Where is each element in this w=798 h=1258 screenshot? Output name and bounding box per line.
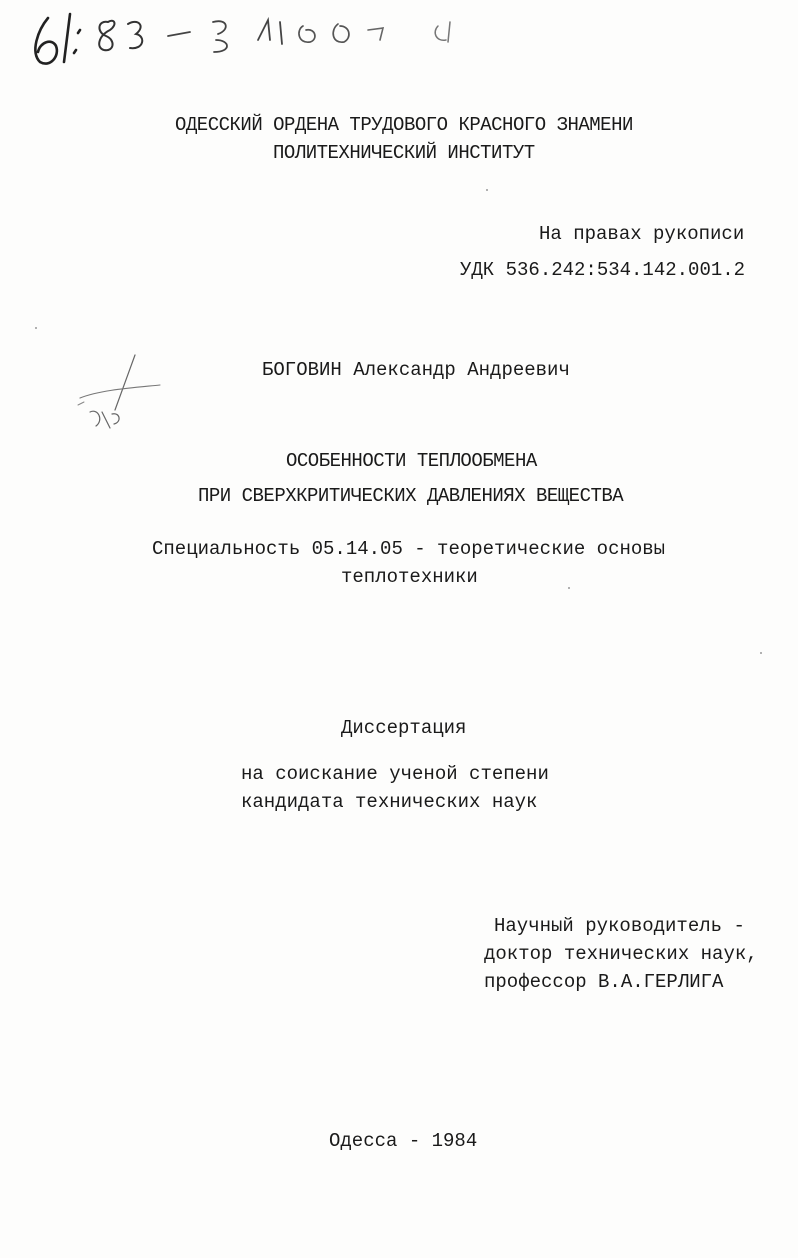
title-line-2: ПРИ СВЕРХКРИТИЧЕСКИХ ДАВЛЕНИЯХ ВЕЩЕСТВА: [198, 485, 624, 507]
udk-code: УДК 536.242:534.142.001.2: [460, 259, 746, 281]
supervisor-line-2: доктор технических наук,: [484, 943, 758, 965]
paper-speck: [486, 189, 488, 191]
handwritten-archive-number: [18, 0, 478, 75]
paper-speck: [760, 652, 762, 654]
dissertation-line-2: кандидата технических наук: [241, 791, 538, 813]
author-name: БОГОВИН Александр Андреевич: [262, 359, 570, 381]
paper-speck: [568, 587, 570, 589]
place-and-year: Одесса - 1984: [329, 1130, 478, 1152]
dissertation-label: Диссертация: [341, 717, 467, 739]
specialty-line-2: теплотехники: [341, 566, 478, 588]
supervisor-line-3: профессор В.А.ГЕРЛИГА: [484, 971, 724, 993]
dissertation-line-1: на соискание ученой степени: [241, 763, 549, 785]
signature-mark: [60, 350, 180, 440]
specialty-line-1: Специальность 05.14.05 - теоретические основы: [152, 538, 666, 560]
title-line-1: ОСОБЕННОСТИ ТЕПЛООБМЕНА: [286, 450, 537, 472]
supervisor-line-1: Научный руководитель -: [494, 915, 745, 937]
manuscript-rights: На правах рукописи: [539, 223, 745, 245]
institution-line-2: ПОЛИТЕХНИЧЕСКИЙ ИНСТИТУТ: [273, 142, 535, 164]
paper-speck: [35, 327, 37, 329]
institution-line-1: ОДЕССКИЙ ОРДЕНА ТРУДОВОГО КРАСНОГО ЗНАМЕНИ: [175, 114, 633, 136]
